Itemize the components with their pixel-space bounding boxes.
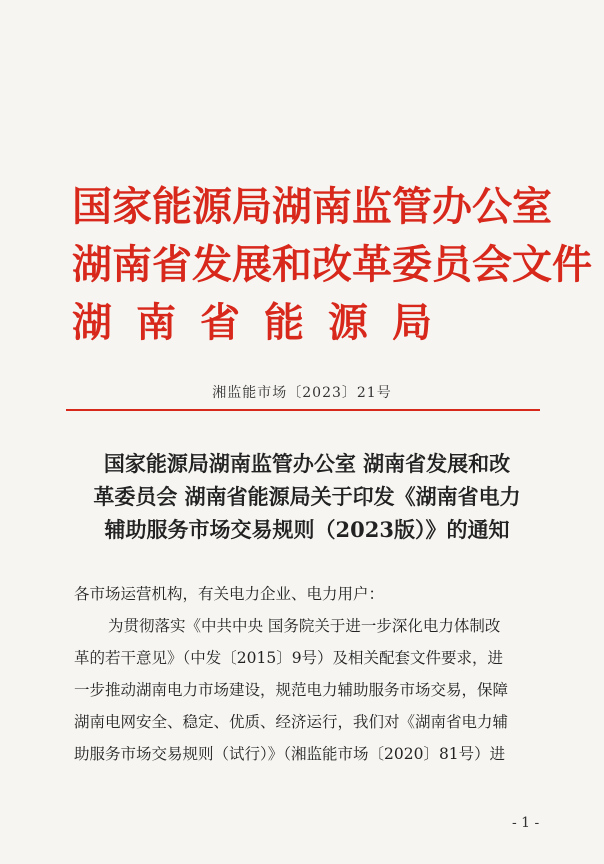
red-divider bbox=[66, 409, 540, 411]
header-line-3: 湖南省能源局 bbox=[72, 299, 456, 346]
title-line-3: 辅助服务市场交易规则（2023版）》的通知 bbox=[104, 517, 510, 542]
document-number: 湘监能市场〔2023〕21号 bbox=[212, 385, 392, 401]
body-salutation: 各市场运营机构，有关电力企业、电力用户： bbox=[74, 585, 385, 603]
header-line-1: 国家能源局湖南监管办公室 bbox=[72, 183, 552, 230]
body-line: 助服务市场交易规则（试行）》（湘监能市场〔2020〕81号）进 bbox=[74, 745, 506, 763]
body-line: 一步推动湖南电力市场建设，规范电力辅助服务市场交易，保障 bbox=[74, 681, 509, 699]
header-line-2: 湖南省发展和改革委员会文件 bbox=[72, 241, 592, 288]
title-line-1: 国家能源局湖南监管办公室 湖南省发展和改 bbox=[103, 451, 511, 476]
title-line-2: 革委员会 湖南省能源局关于印发《湖南省电力 bbox=[93, 484, 521, 509]
body-line: 为贯彻落实《中共中央 国务院关于进一步深化电力体制改 bbox=[108, 617, 501, 635]
document-title bbox=[72, 447, 542, 546]
body-line: 湖南电网安全、稳定、优质、经济运行，我们对《湖南省电力辅 bbox=[74, 713, 509, 731]
issuing-authority-header bbox=[72, 178, 592, 352]
document-body bbox=[74, 578, 544, 770]
page-number: - 1 - bbox=[512, 815, 540, 831]
body-line: 革的若干意见》（中发〔2015〕9号）及相关配套文件要求，进 bbox=[74, 649, 504, 667]
